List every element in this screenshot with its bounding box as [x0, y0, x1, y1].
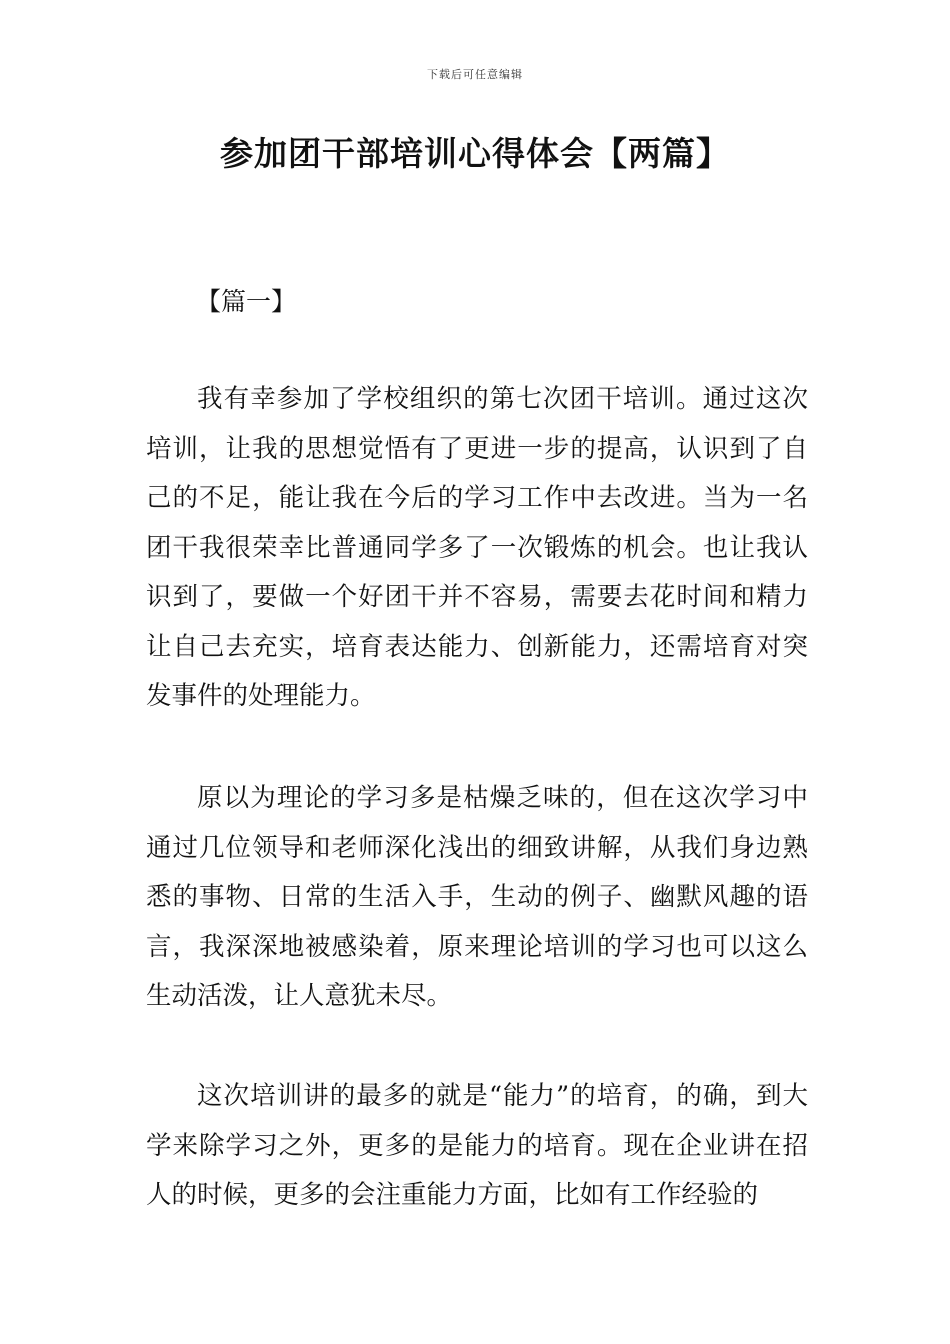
paragraph-3: 这次培训讲的最多的就是“能力”的培育，的确，到大学来除学习之外，更多的是能力的培育。现在企业讲在招人的时候，更多的会注重能力方面，比如有工作经验的: [146, 1081, 808, 1210]
header-note: 下载后可任意编辑: [427, 68, 523, 81]
document-title: 参加团干部培训心得体会【两篇】: [220, 134, 730, 173]
paragraph-1: 我有幸参加了学校组织的第七次团干培训。通过这次培训，让我的思想觉悟有了更进一步的提高，认识到了自己的不足，能让我在今后的学习工作中去改进。当为一名团干我很荣幸比普通同学多了一次锻炼的机会。也让我认识到了，要做一个好团干并不容易，需要去花时间和精力让自己去充实，培育表达能力、创新能力，还需培育对突发事件的处理能力。: [146, 384, 808, 711]
paragraph-2: 原以为理论的学习多是枯燥乏味的，但在这次学习中通过几位领导和老师深化浅出的细致讲解，从我们身边熟悉的事物、日常的生活入手，生动的例子、幽默风趣的语言，我深深地被感染着，原来理论培训的学习也可以这么生动活泼，让人意犹未尽。: [146, 783, 808, 1011]
section-label: 【篇一】: [196, 287, 297, 316]
